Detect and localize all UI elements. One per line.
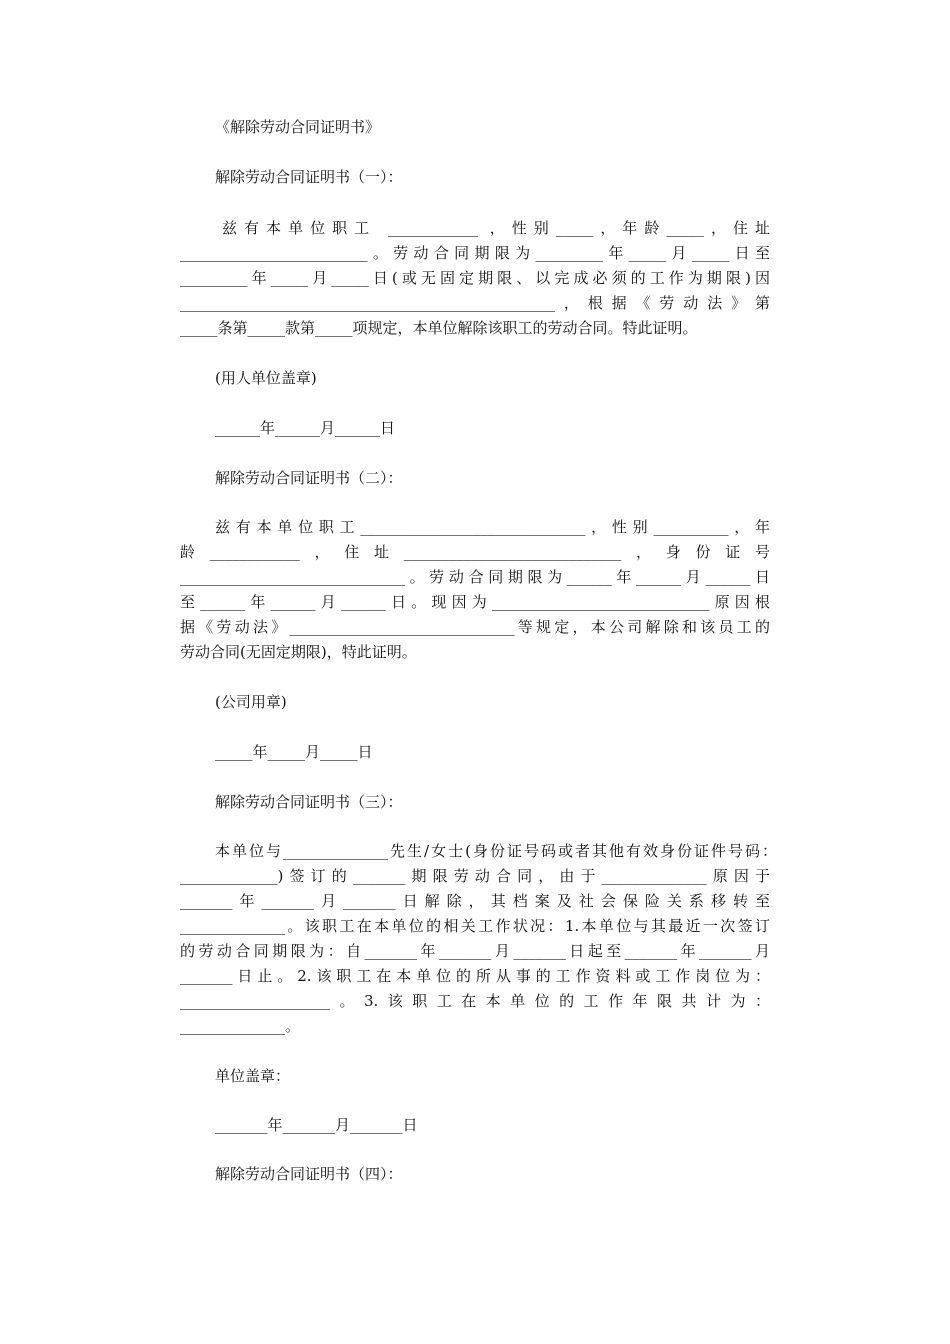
document-title: 《解除劳动合同证明书》 xyxy=(215,118,381,136)
section-3-date: _______年_______月_______日 xyxy=(215,1116,418,1134)
section-3-paragraph-line: _____________)签订的_______期限劳动合同，由于______________原因于 xyxy=(180,867,770,885)
section-1-paragraph-line: _____条第_____款第_____项规定，本单位解除该职工的劳动合同。特此证明。 xyxy=(180,319,698,337)
section-2-paragraph-line: ______________________________。劳动合同期限为______年______月______日 xyxy=(180,568,770,586)
section-1-date: ______年______月______日 xyxy=(215,419,396,437)
section-1-heading: 解除劳动合同证明书（一）： xyxy=(215,168,403,186)
section-2-stamp-label: (公司用章) xyxy=(215,693,287,711)
section-3-paragraph-line: ______________。该职工在本单位的相关工作状况：1.本单位与其最近一次签订 xyxy=(180,917,770,935)
section-3-paragraph-line: _______年_______月_______日解除，其档案及社会保险关系移转至 xyxy=(180,892,770,910)
section-2-paragraph-line: 至______年______月______日。现因为_____________________________原因根 xyxy=(180,593,770,611)
section-1-paragraph-line: _________________________。劳动合同期限为_________年_____月_____日至 xyxy=(180,244,770,262)
section-3-heading: 解除劳动合同证明书（三）： xyxy=(215,793,403,811)
section-3-paragraph-line: ____________________。3.该职工在本单位的工作年限共计为： xyxy=(180,992,770,1010)
section-4-heading: 解除劳动合同证明书（四）： xyxy=(215,1165,403,1183)
section-2-heading: 解除劳动合同证明书（二）： xyxy=(215,469,403,487)
section-2-paragraph-line: 据《劳动法》______________________________等规定，本公司解除和该员工的 xyxy=(180,618,770,636)
section-2-paragraph-line: 劳动合同(无固定期限)，特此证明。 xyxy=(180,643,417,661)
section-2-date: _____年_____月_____日 xyxy=(215,743,373,761)
section-1-stamp-label: (用人单位盖章) xyxy=(215,369,317,387)
section-1-paragraph-line: _________年_____月_____日(或无固定期限、以完成必须的工作为期限)因 xyxy=(180,269,770,287)
section-1-paragraph-line: __________________________________________________，根据《劳动法》第 xyxy=(180,294,770,312)
section-3-paragraph-line: 本单位与______________先生/女士(身份证号码或者其他有效身份证件号码： xyxy=(215,842,777,860)
section-3-paragraph-line: ______________。 xyxy=(180,1017,301,1035)
section-2-paragraph-line: 兹有本单位职工______________________________，性别__________，年 xyxy=(215,518,770,536)
section-1-paragraph-line: 兹有本单位职工 ____________ ，性别_____，年龄_____，住址 xyxy=(222,219,770,237)
section-2-paragraph-line: 龄____________，住址_____________________________，身份证号 xyxy=(180,543,770,561)
section-3-paragraph-line: 的劳动合同期限为：自_______年_______月_______日起至_______年_______月 xyxy=(180,942,770,960)
section-3-paragraph-line: _______日止。2.该职工在本单位的所从事的工作资料或工作岗位为： xyxy=(180,967,770,985)
section-3-stamp-label: 单位盖章： xyxy=(215,1067,291,1085)
